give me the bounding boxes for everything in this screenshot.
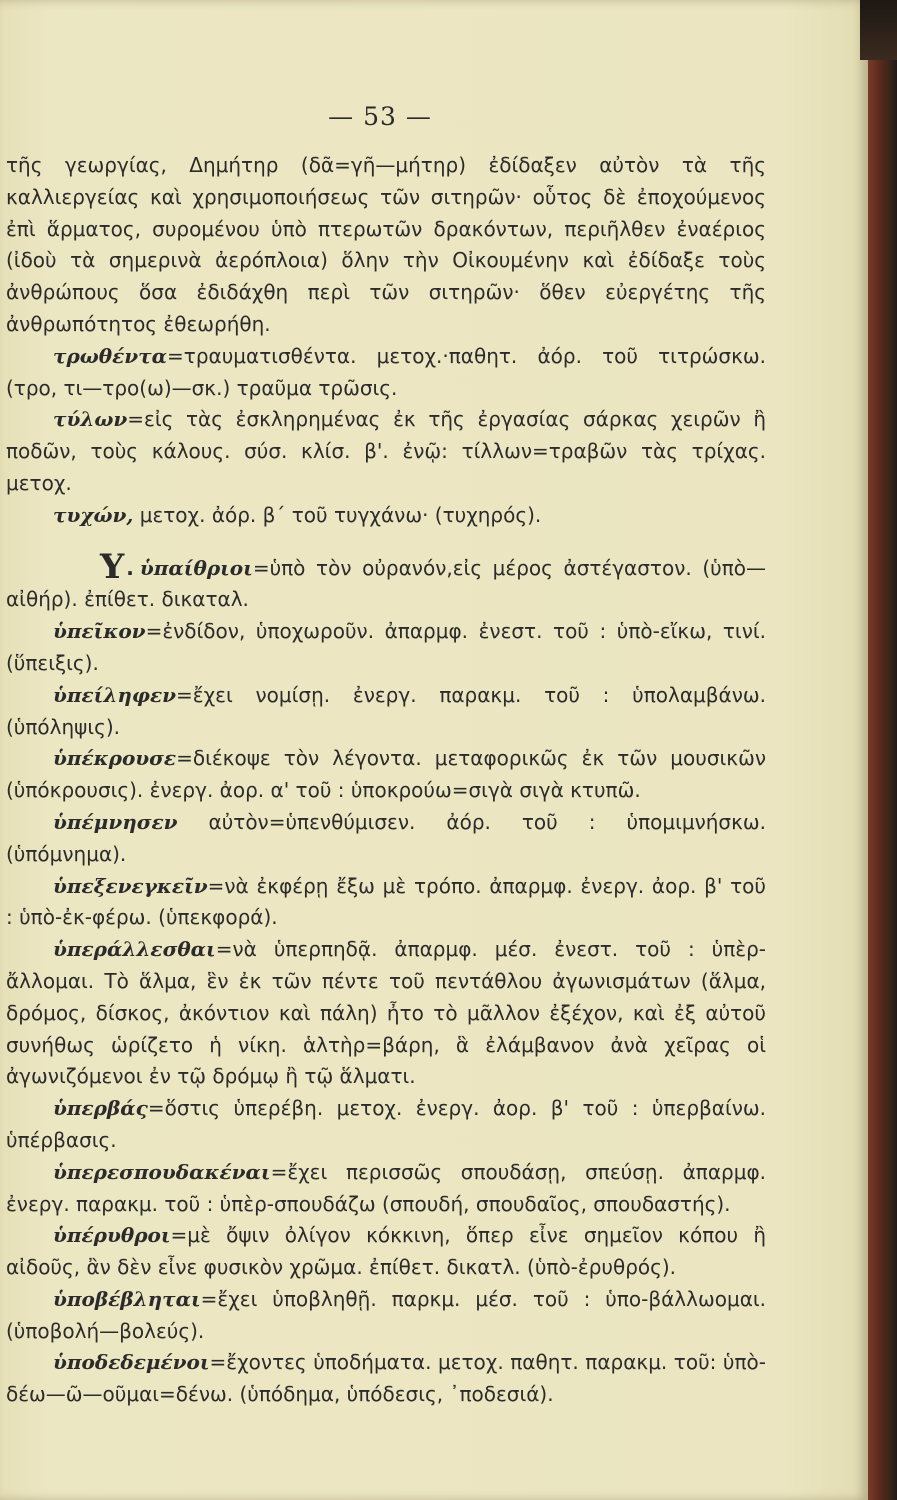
paragraph-continuation: [6, 150, 766, 341]
entry-headword: ὑπεξενεγκεῖν: [53, 873, 208, 898]
page-text: [6, 150, 766, 1411]
entry-headword: ὑπέρυθροι: [53, 1223, 171, 1248]
entry-definition: =νὰ ὑπερπηδᾷ. ἀπαρμφ. μέσ. ἐνεστ. τοῦ : ὑπὲρ-ἄλλομαι. Τὸ ἅλμα, ἓν ἐκ τῶν πέντε τοῦ πεντάθλου ἀγωνισμάτων (ἅλμα, δρόμος, δίσκος, ἀκόντιον καὶ πάλη) ἦτο τὸ μᾶλλον ἐξέχον, καὶ ἐξ αὐτοῦ συνήθως ὡρίζετο ἡ νίκη. ἁλτὴρ=βάρη, ἃ ἐλάμβανον ἀνὰ χεῖρας οἱ ἀγωνιζόμενοι ἐν τῷ δρόμῳ ἢ τῷ ἅλματι.: [6, 937, 766, 1089]
entry-ypemnesen: [6, 807, 766, 871]
entry-definition: =νὰ ἐκφέρῃ ἔξω μὲ τρόπο. ἀπαρμφ. ἐνεργ. ἀορ. β' τοῦ : ὑπὸ-ἐκ-φέρω. (ὑπεκφορά).: [6, 873, 766, 930]
entry-ypodedemenoi: [6, 1347, 766, 1411]
section-letter: Υ: [100, 546, 125, 587]
entry-yperythroi: [6, 1220, 766, 1284]
entry-yperallesthai: [6, 934, 766, 1093]
entry-headword: ὑπέκρουσε: [53, 746, 177, 771]
entry-definition: =ἔχοντες ὑποδήματα. μετοχ. παθητ. παρακμ. τοῦ: ὑπὸ-δέω—ῶ—οῦμαι=δένω. (ὑπόδημα, ὑπόδεσις, ᾽ποδεσιά).: [6, 1350, 766, 1407]
entry-headword: ὑποδεδεμένοι: [53, 1350, 210, 1375]
book-cover-corner: [860, 0, 897, 60]
entry-headword: ὑπαίθριοι: [139, 555, 253, 580]
entry-definition: =ὅστις ὑπερέβη. μετοχ. ἐνεργ. ἀορ. β' τοῦ : ὑπερβαίνω. ὑπέρβασις.: [6, 1096, 766, 1152]
entry-definition: =ἔχει περισσῶς σπουδάσῃ, σπεύσῃ. ἀπαρμφ. ἐνεργ. παρακμ. τοῦ : ὑπὲρ-σπουδάζω (σπουδή, σπουδαῖος, σπουδαστής).: [6, 1159, 766, 1216]
entry-headword: ὑποβέβληται: [53, 1286, 201, 1311]
entry-ypobeblethai: [6, 1284, 766, 1348]
entry-tychon: [6, 500, 766, 532]
entry-headword: ὑπέμνησεν: [53, 809, 178, 834]
entry-ypeilefen: [6, 680, 766, 744]
entry-definition: =ἐνδίδον, ὑποχωροῦν. ἀπαρμφ. ἐνεστ. τοῦ : ὑπὸ-εἴκω, τινί. (ὕπειξις).: [6, 619, 766, 675]
paragraph-body: τῆς γεωργίας, Δημήτηρ (δᾶ=γῆ—μήτηρ) ἐδίδαξεν αὐτὸν τὰ τῆς καλλιεργείας καὶ χρησιμοποιήσεως τῶν σιτηρῶν· οὗτος δὲ ἐποχούμενος ἐπὶ ἅρματος, συρομένου ὑπὸ πτερωτῶν δρακόντων, περιῆλθεν ἐναέριος (ἰδοὺ τὰ σημερινὰ ἀερόπλοια) ὅλην τὴν Οἰκουμένην καὶ ἐδίδαξε τοὺς ἀνθρώπους ὅσα ἐδιδάχθη περὶ τῶν σιτηρῶν· ὅθεν εὐεργέτης τῆς ἀνθρωπότητος ἐθεωρήθη.: [6, 153, 766, 336]
entry-yperespoudakenai: [6, 1157, 766, 1221]
entry-definition: =ἔχει νομίσῃ. ἐνεργ. παρακμ. τοῦ : ὑπολαμβάνω. (ὑπόληψις).: [6, 682, 766, 739]
entry-definition: =μὲ ὄψιν ὀλίγον κόκκινη, ὅπερ εἶνε σημεῖον κόπου ἢ αἰδοῦς, ἂν δὲν εἶνε φυσικὸν χρῶμα. ἐπίθετ. δικατλ. (ὑπὸ-ἐρυθρός).: [6, 1223, 766, 1280]
section-letter-dot: .: [126, 555, 134, 580]
entry-definition: αὐτὸν=ὑπενθύμισεν. ἀόρ. τοῦ : ὑπομιμνήσκω. (ὑπόμνημα).: [6, 809, 766, 866]
book-spine-edge: [868, 0, 897, 1500]
entry-yperbas: [6, 1093, 766, 1157]
entry-trothenta: [6, 341, 766, 405]
entry-headword: τυχών,: [53, 502, 134, 527]
entry-headword: ὑπερβάς: [53, 1096, 148, 1121]
entry-ypaithrioi: [6, 546, 766, 617]
entry-headword: ὑπεράλλεσθαι: [53, 937, 216, 962]
entry-headword: ὑπείληφεν: [53, 682, 177, 707]
page-number: — 53 —: [328, 102, 432, 131]
entry-headword: ὑπερεσπουδακέναι: [53, 1159, 271, 1184]
entry-definition: μετοχ. ἀόρ. β´ τοῦ τυγχάνω· (τυχηρός).: [133, 502, 542, 527]
entry-headword: ὑπεῖκον: [53, 619, 146, 644]
entry-definition: =ἔχει ὑποβληθῇ. παρκμ. μέσ. τοῦ : ὑπο-βάλλωομαι. (ὑποβολή—βολεύς).: [6, 1286, 766, 1343]
entry-definition: =τραυματισθέντα. μετοχ.·παθητ. ἀόρ. τοῦ τιτρώσκω. (τρο, τι—τρο(ω)—σκ.) τραῦμα τρῶσις.: [6, 343, 766, 400]
entry-tylon: [6, 404, 766, 499]
entry-ypexenegkein: [6, 871, 766, 935]
entry-definition: =εἰς τὰς ἐσκληρημένας ἐκ τῆς ἐργασίας σάρκας χειρῶν ἢ ποδῶν, τοὺς κάλους. σύσ. κλίσ. β'. ἐνῷ: τίλλων=τραβῶν τὰς τρίχας. μετοχ.: [6, 407, 766, 495]
entry-headword: τύλων: [53, 407, 128, 432]
entry-definition: =διέκοψε τὸν λέγοντα. μεταφορικῶς ἐκ τῶν μουσικῶν (ὑπόκρουσις). ἐνεργ. ἀορ. α' τοῦ : ὑποκρούω=σιγὰ σιγὰ κτυπῶ.: [6, 746, 766, 803]
entry-ypeikon: [6, 616, 766, 680]
entry-ypekrouse: [6, 743, 766, 807]
entry-headword: τρωθέντα: [53, 343, 168, 368]
entry-definition: =ὑπὸ τὸν οὐρανόν,εἰς μέρος ἀστέγαστον. (ὑπὸ—αἰθήρ). ἐπίθετ. δικαταλ.: [6, 555, 766, 612]
